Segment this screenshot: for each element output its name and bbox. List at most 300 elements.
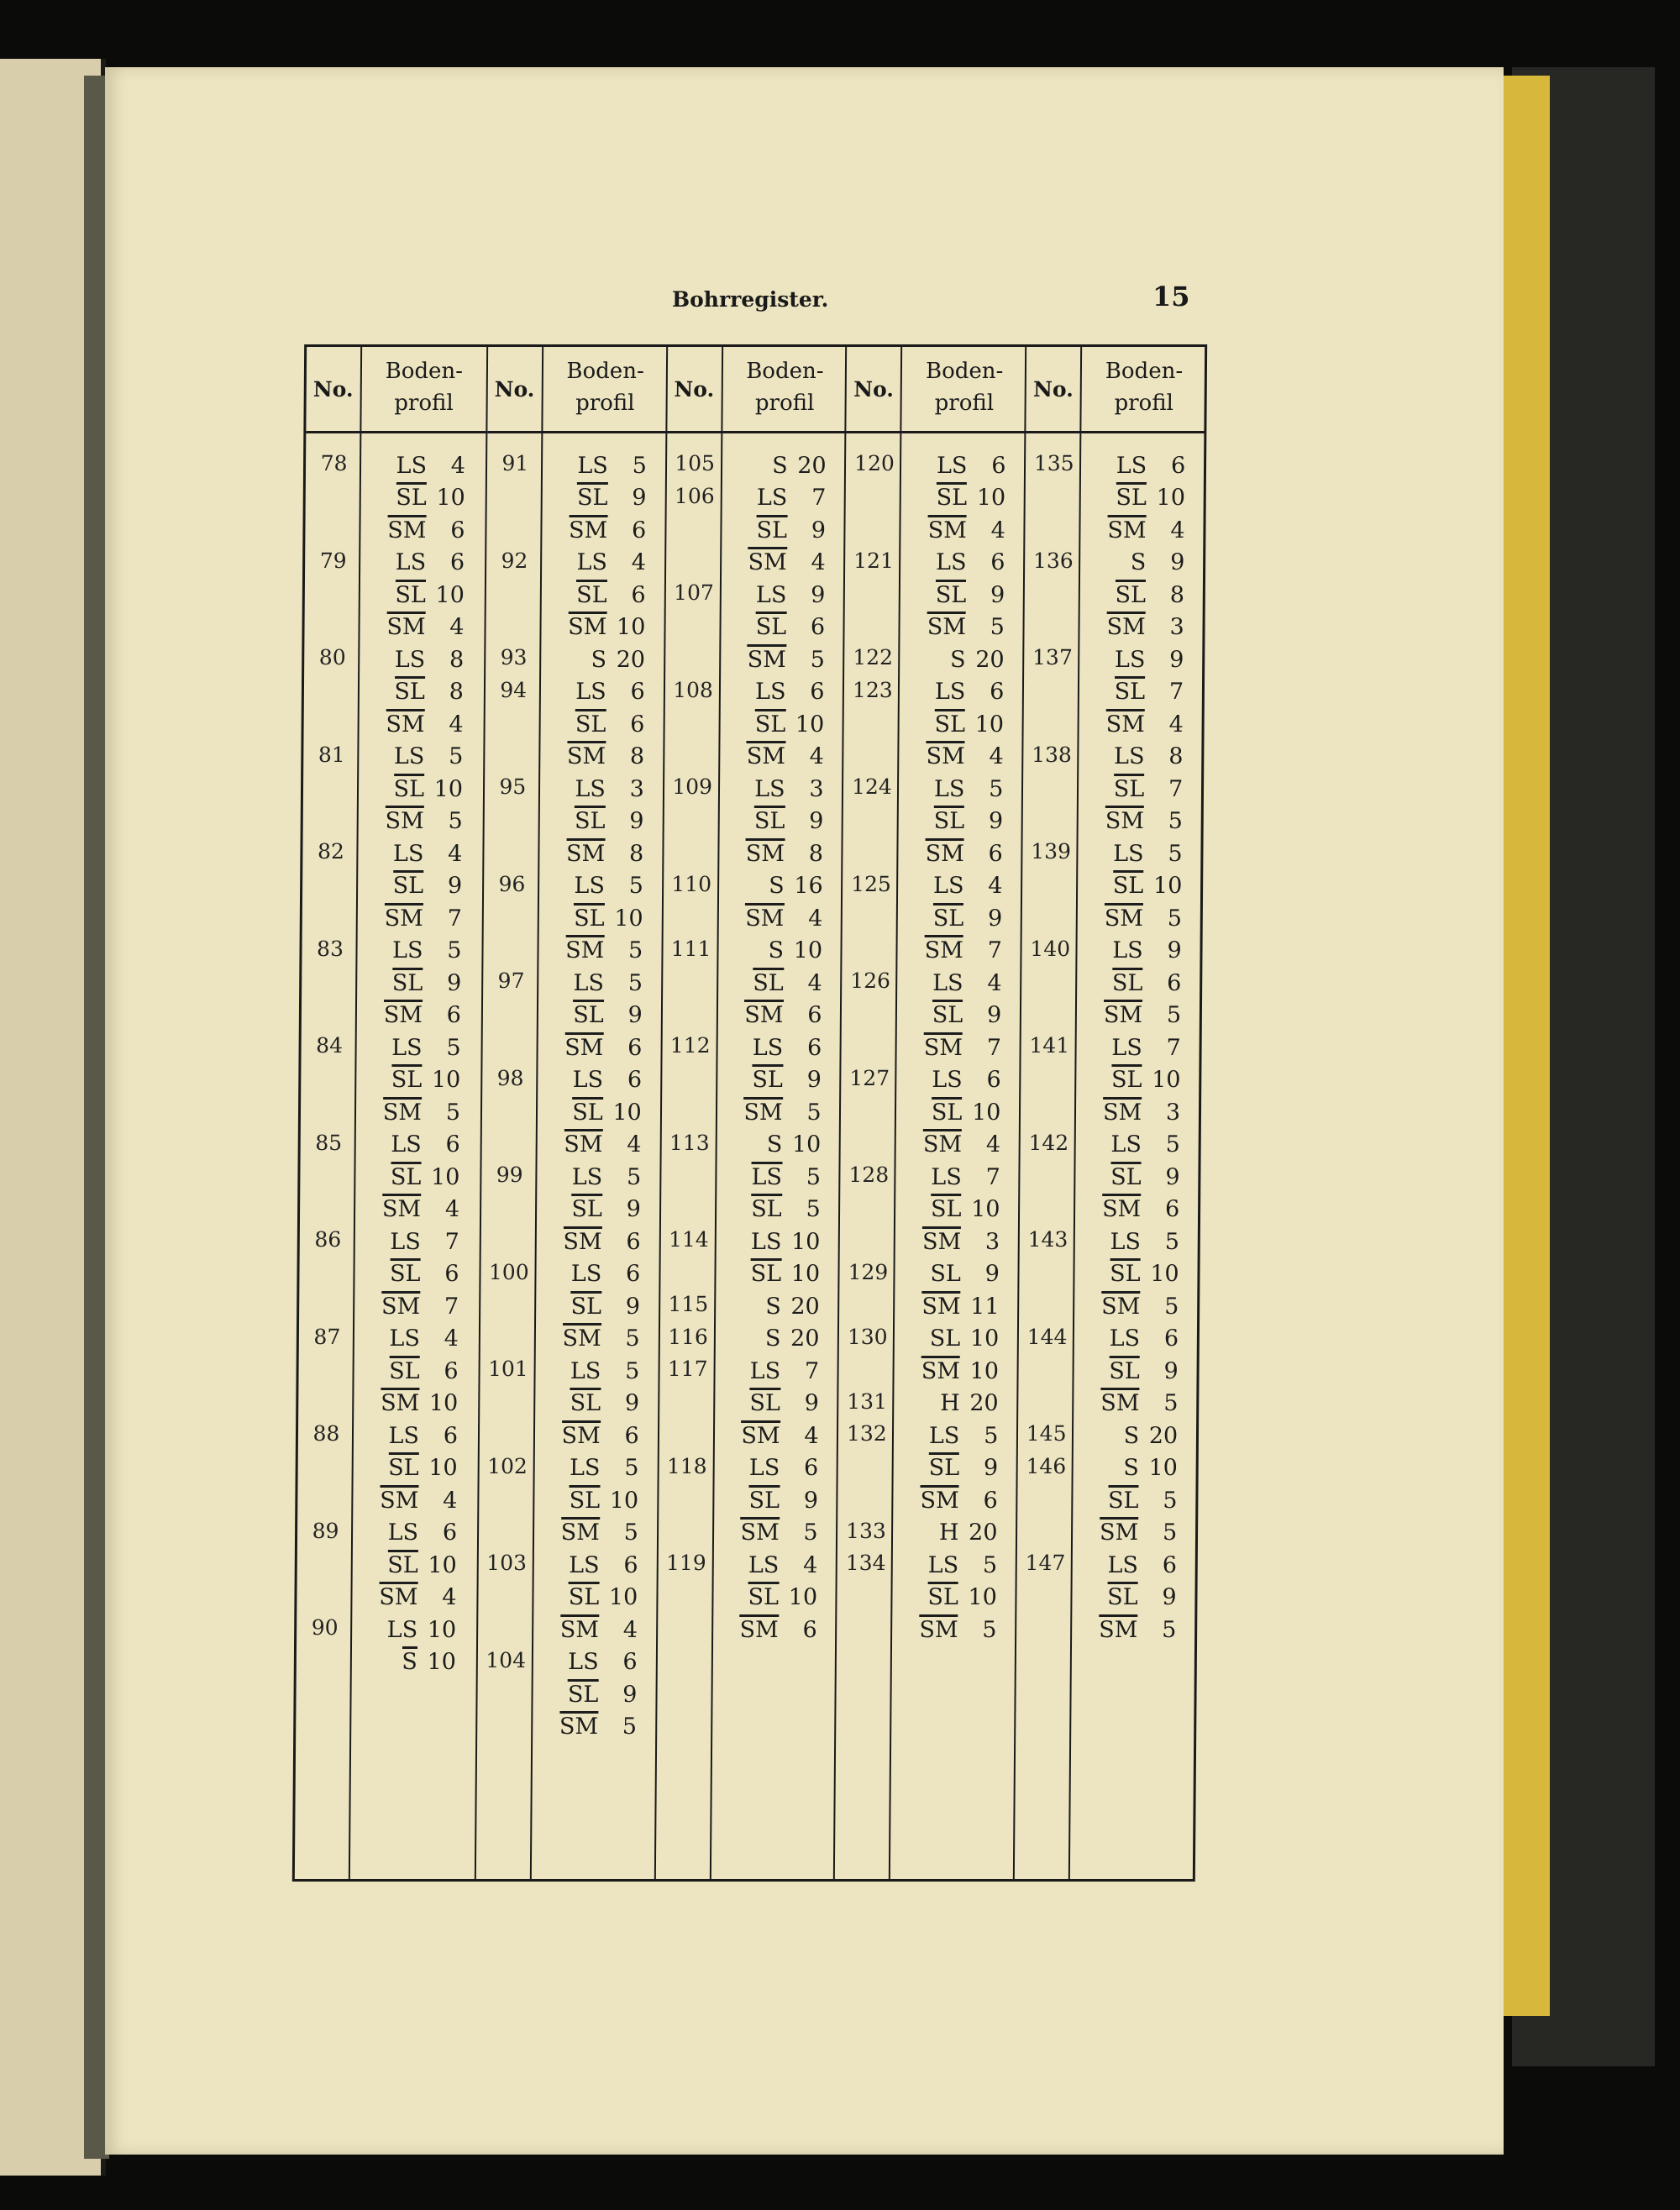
soil-type: [375, 1584, 417, 1610]
layer-depth: 5: [1168, 840, 1183, 867]
soil-layer: [912, 802, 1013, 835]
soil-type: [557, 1584, 599, 1610]
soil-layer: [550, 1190, 651, 1223]
bore-number: 87: [313, 1324, 341, 1349]
soil-type-code: SM: [561, 1517, 600, 1546]
bore-number: 130: [847, 1324, 888, 1349]
soil-type-code: S: [950, 646, 966, 673]
soil-type: [557, 1649, 599, 1675]
soil-profile: [549, 1255, 651, 1352]
layer-depth: 9: [809, 808, 824, 834]
soil-type-code: S: [402, 1646, 417, 1675]
bore-number: 144: [1026, 1324, 1068, 1349]
soil-layer: [1092, 802, 1193, 835]
soil-type: [1103, 711, 1145, 738]
soil-layer: [373, 673, 474, 706]
soil-layer: [552, 899, 653, 932]
soil-layer: [548, 1449, 648, 1482]
soil-type: [1097, 1423, 1139, 1449]
layer-depth: 5: [1162, 1520, 1178, 1546]
soil-type-code: LS: [748, 1551, 780, 1578]
soil-layer: [727, 1514, 828, 1546]
soil-layer: [366, 1514, 467, 1546]
soil-type-code: LS: [395, 549, 427, 575]
layer-depth: 9: [627, 1002, 643, 1028]
soil-type: [1096, 1488, 1138, 1514]
header-profile-line1: Boden-: [746, 359, 824, 384]
soil-type: [560, 1196, 602, 1222]
soil-profile: [365, 1610, 467, 1675]
soil-layer: [914, 575, 1015, 608]
layer-depth: 5: [982, 1551, 998, 1578]
layer-depth: 6: [802, 1616, 817, 1643]
soil-layer: [733, 769, 834, 802]
layer-depth: 4: [444, 1325, 459, 1352]
soil-type-code: SL: [575, 709, 606, 738]
soil-type: [563, 841, 605, 867]
bore-number: 127: [849, 1065, 890, 1090]
layer-depth: 5: [626, 1163, 642, 1190]
soil-layer: [1091, 834, 1192, 867]
layer-depth: 6: [446, 1002, 462, 1028]
bore-number: 93: [500, 645, 528, 669]
soil-type: [559, 1358, 601, 1384]
layer-depth: 10: [428, 1551, 457, 1578]
soil-type-code: S: [766, 1131, 783, 1157]
soil-type: [1103, 679, 1145, 705]
soil-type-code: SL: [754, 806, 785, 834]
soil-layer: [911, 1028, 1011, 1061]
layer-depth: 4: [449, 614, 465, 640]
layer-depth: 9: [803, 1487, 819, 1514]
soil-type-code: SL: [752, 1064, 783, 1093]
layer-depth: 10: [976, 485, 1006, 511]
layer-depth: 6: [1163, 1325, 1179, 1352]
soil-type: [378, 1261, 420, 1287]
soil-layer: [554, 640, 655, 673]
soil-type: [1099, 1261, 1141, 1287]
bore-number: 104: [486, 1647, 527, 1672]
soil-layer: [554, 673, 655, 706]
soil-type: [746, 453, 788, 479]
soil-type-code: SM: [383, 1097, 422, 1126]
bore-number: 109: [672, 774, 713, 799]
layer-depth: 7: [1168, 775, 1184, 802]
soil-type: [381, 841, 423, 867]
soil-type-code: SM: [1105, 903, 1143, 932]
running-head: Bohrregister.: [672, 287, 829, 312]
layer-depth: 6: [1162, 1551, 1178, 1578]
soil-layer: [371, 834, 472, 867]
soil-type: [1096, 1520, 1138, 1546]
soil-layer: [370, 996, 471, 1029]
soil-type-code: S: [772, 452, 788, 479]
soil-type: [1100, 1002, 1142, 1028]
layer-depth: 5: [625, 1325, 640, 1352]
header-profile-label: [543, 347, 668, 431]
soil-type: [917, 1423, 959, 1449]
layer-depth: 11: [970, 1293, 1000, 1320]
soil-layer: [908, 1384, 1009, 1417]
soil-type-code: LS: [568, 1649, 599, 1675]
soil-type: [919, 1261, 961, 1287]
no-column-divider: [709, 431, 722, 1879]
bore-number: 141: [1029, 1033, 1070, 1058]
soil-layer: [374, 543, 475, 576]
soil-profile: [547, 1546, 648, 1643]
soil-type: [923, 743, 965, 769]
soil-type: [377, 1423, 419, 1449]
soil-layer: [908, 1352, 1009, 1384]
soil-layer: [367, 1352, 468, 1384]
soil-layer: [1091, 867, 1192, 900]
soil-layer: [913, 705, 1014, 738]
soil-layer: [728, 1320, 829, 1352]
soil-type: [378, 1294, 420, 1320]
layer-depth: 6: [445, 1131, 460, 1157]
soil-profile: [554, 640, 655, 673]
register-column: [475, 347, 668, 1879]
soil-type-code: SL: [575, 806, 606, 834]
soil-type-code: LS: [575, 775, 606, 802]
soil-layer: [365, 1643, 466, 1676]
soil-type-code: SL: [389, 1356, 420, 1384]
layer-depth: 10: [971, 1196, 1000, 1222]
soil-type-code: SM: [1104, 1000, 1142, 1028]
soil-type-code: SM: [382, 1194, 421, 1222]
layer-depth: 5: [984, 1422, 999, 1449]
soil-profile: [370, 1028, 471, 1126]
soil-type: [1101, 841, 1143, 867]
soil-layer: [375, 479, 475, 512]
bore-number: 137: [1032, 645, 1073, 669]
soil-type-code: SL: [1109, 1356, 1140, 1384]
soil-type-code: LS: [754, 775, 785, 802]
soil-type-code: LS: [388, 1422, 420, 1449]
soil-layer: [733, 738, 834, 770]
layer-depth: 6: [622, 1649, 638, 1675]
soil-type: [737, 1584, 779, 1610]
bore-number: 89: [312, 1518, 339, 1543]
soil-type: [743, 679, 785, 705]
layer-depth: 4: [1170, 517, 1185, 543]
soil-type: [916, 1617, 958, 1643]
layer-depth: 9: [624, 1390, 640, 1416]
soil-layer: [373, 705, 474, 738]
layer-depth: 10: [1156, 485, 1186, 511]
soil-profile: [729, 1222, 831, 1287]
soil-type: [743, 776, 785, 802]
layer-depth: 4: [811, 549, 826, 575]
layer-depth: 10: [795, 711, 825, 738]
soil-layer: [369, 1157, 470, 1190]
layer-depth: 10: [791, 1131, 822, 1157]
soil-layer: [553, 802, 654, 835]
soil-profile: [727, 1449, 829, 1546]
soil-layer: [1093, 705, 1194, 738]
soil-type-code: LS: [569, 1551, 600, 1578]
header-profile-line1: Boden-: [385, 359, 464, 384]
soil-type-code: LS: [934, 679, 966, 705]
layer-depth: 10: [609, 1487, 639, 1514]
layer-depth: 7: [444, 1228, 459, 1255]
soil-type-code: SM: [924, 1032, 963, 1061]
soil-type: [924, 614, 966, 640]
soil-layer: [547, 1578, 648, 1611]
soil-type: [1105, 517, 1147, 543]
soil-type: [1102, 808, 1144, 834]
soil-layer: [1090, 963, 1191, 996]
soil-layer: [374, 511, 475, 543]
soil-type-code: LS: [755, 581, 787, 608]
bore-number: 146: [1026, 1453, 1067, 1478]
layer-depth: 7: [444, 1293, 459, 1320]
header-profile-line2: profil: [754, 391, 815, 416]
soil-layer: [1089, 1061, 1190, 1094]
soil-profile: [907, 1416, 1009, 1514]
soil-type: [1100, 1131, 1142, 1157]
soil-type: [1097, 1455, 1139, 1481]
soil-profile: [370, 932, 472, 1029]
soil-type: [558, 1488, 600, 1514]
soil-type-code: SL: [576, 580, 607, 608]
soil-layer: [1094, 608, 1194, 641]
layer-depth: 20: [1148, 1422, 1179, 1449]
layer-depth: 4: [448, 840, 463, 867]
soil-type-code: SL: [387, 1550, 418, 1578]
soil-layer: [730, 1126, 831, 1158]
bore-number: 96: [498, 871, 526, 896]
layer-depth: 10: [1152, 873, 1183, 899]
layer-depth: 10: [793, 937, 823, 963]
layer-depth: 10: [971, 1099, 1001, 1126]
soil-type-code: SM: [922, 1226, 961, 1255]
soil-layer: [554, 705, 654, 738]
layer-depth: 4: [988, 873, 1003, 899]
soil-type: [1097, 1390, 1139, 1416]
soil-type: [379, 1196, 421, 1222]
bore-number: 122: [853, 645, 894, 669]
soil-profile: [728, 1320, 829, 1352]
header-profile-line1: Boden-: [566, 359, 644, 384]
soil-type: [737, 1552, 779, 1578]
layer-depth: 20: [790, 1293, 820, 1320]
layer-depth: 10: [427, 1649, 456, 1675]
layer-depth: 6: [625, 1261, 641, 1287]
soil-profile: [908, 1320, 1010, 1384]
soil-layer: [909, 1255, 1010, 1288]
layer-depth: 5: [806, 1163, 822, 1190]
soil-type: [559, 1423, 601, 1449]
soil-type: [918, 1358, 960, 1384]
soil-type-code: LS: [1111, 1034, 1142, 1061]
soil-type: [375, 1617, 417, 1643]
soil-layer: [375, 446, 475, 479]
soil-layer: [549, 1352, 649, 1384]
soil-layer: [555, 575, 656, 608]
soil-type-code: S: [1130, 549, 1147, 575]
layer-depth: 6: [630, 711, 645, 738]
header-profile-line2: profil: [934, 391, 995, 416]
soil-layer: [732, 932, 832, 964]
bore-number: 143: [1027, 1227, 1068, 1252]
layer-depth: 10: [1148, 1455, 1178, 1481]
soil-layer: [367, 1416, 468, 1449]
soil-layer: [731, 996, 832, 1029]
soil-layer: [730, 1093, 831, 1126]
soil-type-code: SL: [572, 1097, 603, 1126]
soil-type-code: SM: [928, 515, 967, 543]
soil-profile: [909, 1157, 1011, 1255]
layer-depth: 5: [625, 1357, 640, 1384]
soil-type-code: S: [591, 646, 607, 673]
layer-depth: 9: [629, 808, 644, 834]
soil-type: [381, 937, 423, 963]
layer-depth: 5: [1162, 1616, 1177, 1643]
soil-layer: [550, 1126, 651, 1158]
soil-layer: [554, 769, 654, 802]
soil-type: [917, 1488, 959, 1514]
layer-depth: 4: [622, 1616, 638, 1643]
layer-depth: 5: [448, 808, 463, 834]
soil-type: [738, 1358, 780, 1384]
soil-type: [565, 517, 607, 543]
soil-type-code: SM: [562, 1323, 601, 1352]
soil-type: [741, 1067, 783, 1093]
soil-type: [377, 1390, 419, 1416]
bore-number: 88: [312, 1421, 340, 1446]
soil-type-code: SM: [566, 838, 605, 867]
soil-type-code: SL: [390, 1258, 421, 1287]
soil-type-code: SL: [1111, 1064, 1142, 1093]
soil-layer: [372, 802, 473, 835]
soil-layer: [368, 1255, 469, 1288]
soil-type: [558, 1520, 600, 1546]
soil-type-code: SL: [393, 870, 424, 899]
layer-depth: 9: [625, 1293, 641, 1320]
layer-depth: 5: [1166, 1002, 1182, 1028]
layer-depth: 6: [991, 452, 1006, 479]
layer-depth: 16: [794, 873, 823, 899]
soil-type-code: SM: [1105, 806, 1144, 834]
soil-profile: [1088, 1222, 1189, 1320]
soil-type-code: LS: [1112, 937, 1143, 963]
soil-type: [565, 485, 607, 511]
soil-type-code: SM: [739, 1614, 778, 1643]
soil-type: [921, 906, 963, 932]
layer-depth: 6: [810, 614, 826, 640]
soil-layer: [733, 673, 834, 706]
bore-number: 105: [675, 451, 716, 475]
soil-type: [383, 647, 425, 673]
layer-depth: 5: [628, 873, 644, 899]
soil-type-code: SM: [748, 644, 786, 673]
header-no-label: No.: [1026, 347, 1083, 431]
soil-layer: [732, 834, 833, 867]
soil-layer: [1086, 1578, 1187, 1611]
layer-depth: 4: [444, 1196, 460, 1222]
soil-type-code: LS: [393, 743, 425, 769]
soil-type: [921, 1002, 963, 1028]
soil-type: [917, 1455, 959, 1481]
layer-depth: 8: [808, 840, 824, 867]
layer-depth: 9: [987, 905, 1003, 932]
soil-layer: [370, 932, 471, 964]
soil-layer: [913, 673, 1014, 706]
layer-depth: 10: [431, 1067, 461, 1093]
layer-depth: 9: [986, 1002, 1002, 1028]
bore-number: 111: [670, 936, 711, 961]
soil-type-code: SM: [920, 1485, 958, 1514]
header-no-label: No.: [847, 347, 903, 431]
soil-profile: [910, 1061, 1011, 1158]
page-number: 15: [1152, 281, 1190, 312]
soil-type-code: LS: [391, 1034, 423, 1061]
layer-depth: 20: [969, 1390, 999, 1416]
layer-depth: 10: [790, 1261, 821, 1287]
soil-type-code: SL: [391, 1162, 422, 1190]
soil-type: [743, 743, 785, 769]
layer-depth: 6: [631, 581, 646, 608]
soil-layer: [1095, 446, 1195, 479]
soil-type: [381, 906, 423, 932]
soil-layer: [729, 1222, 830, 1255]
soil-type: [562, 970, 604, 996]
soil-type-code: LS: [572, 1067, 604, 1093]
soil-type-code: SL: [749, 1388, 780, 1416]
soil-type: [918, 1294, 960, 1320]
soil-profile: [734, 575, 836, 673]
soil-type-code: SM: [921, 1356, 960, 1384]
soil-type: [925, 485, 967, 511]
soil-type-code: LS: [396, 452, 428, 479]
layer-depth: 6: [444, 1261, 459, 1287]
soil-type: [1100, 970, 1142, 996]
soil-layer: [735, 479, 836, 512]
soil-layer: [732, 899, 832, 932]
layer-depth: 8: [629, 743, 645, 769]
bore-number: 113: [669, 1130, 710, 1155]
soil-type-code: LS: [752, 1034, 784, 1061]
bore-number: 116: [668, 1324, 708, 1349]
bore-number: 101: [487, 1357, 528, 1381]
soil-type: [1103, 647, 1145, 673]
layer-depth: 6: [806, 1034, 822, 1061]
soil-profile: [730, 1126, 832, 1223]
soil-profile: [555, 446, 657, 543]
layer-depth: 4: [990, 517, 1005, 543]
soil-type: [1104, 582, 1146, 608]
layer-depth: 10: [1152, 1067, 1181, 1093]
soil-type: [375, 1649, 417, 1675]
soil-type-code: SL: [1114, 774, 1145, 802]
layer-depth: 10: [1150, 1261, 1179, 1287]
soil-layer: [1092, 769, 1193, 802]
soil-type-code: SM: [1106, 709, 1145, 738]
soil-type: [565, 582, 607, 608]
soil-type-code: SM: [565, 935, 604, 963]
soil-layer: [727, 1416, 828, 1449]
layer-depth: 8: [1169, 581, 1185, 608]
layer-depth: 3: [1165, 1099, 1181, 1126]
soil-type: [739, 1261, 781, 1287]
soil-type-code: SM: [1107, 515, 1146, 543]
soil-layer: [1089, 1157, 1189, 1190]
soil-type-code: SL: [570, 1291, 601, 1320]
layer-depth: 4: [807, 969, 822, 996]
layer-depth: 7: [986, 1034, 1002, 1061]
layer-depth: 6: [626, 1228, 641, 1255]
